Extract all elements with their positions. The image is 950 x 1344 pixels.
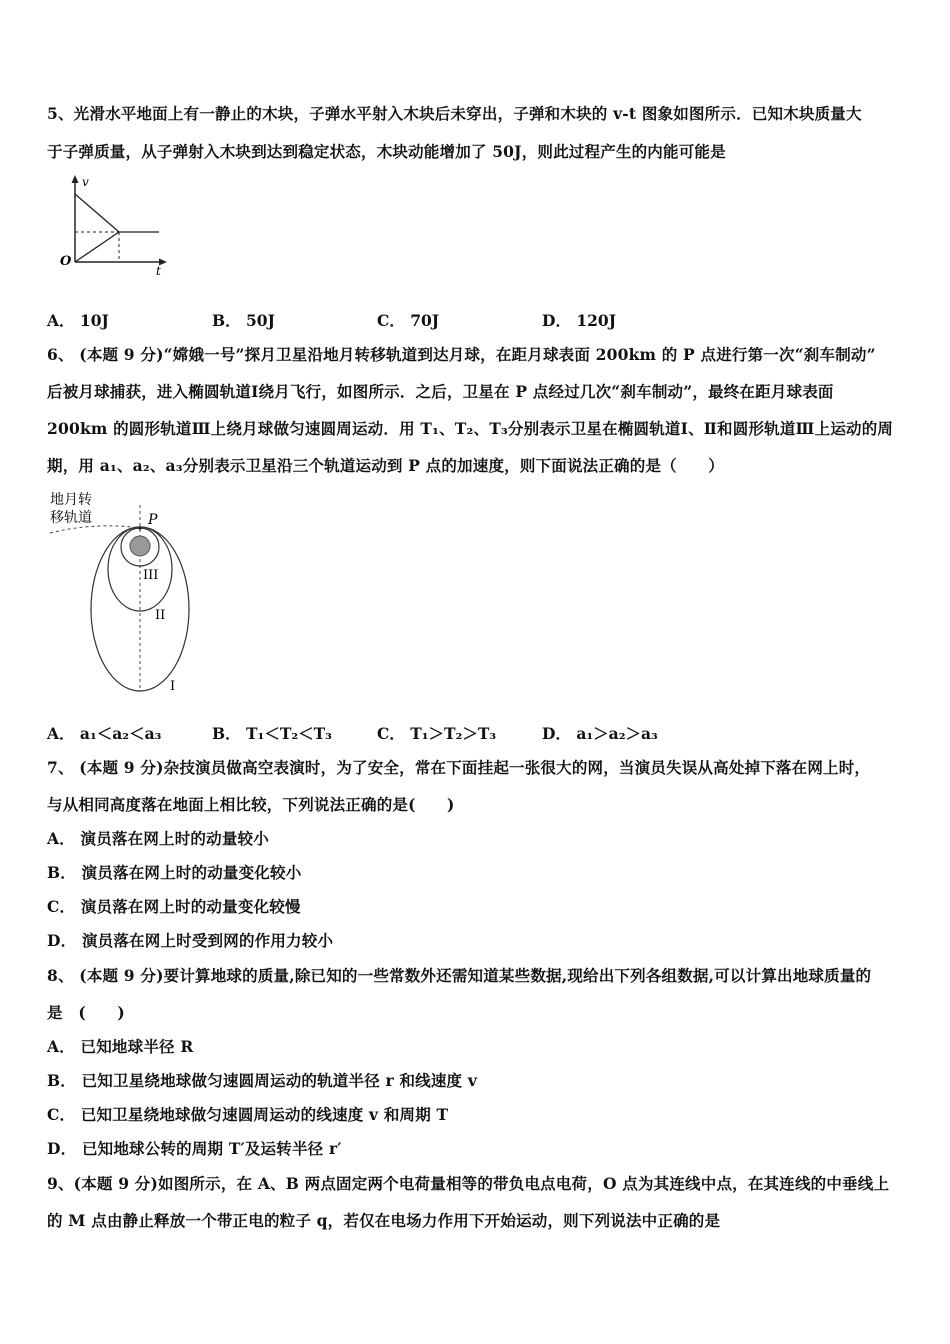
vt-graph-figure — [55, 172, 170, 277]
moon-icon — [130, 536, 150, 556]
q6-line-3: 200km 的圆形轨道Ⅲ上绕月球做匀速圆周运动．用 T₁、T₂、T₃分别表示卫星在椭圆轨道Ⅰ、Ⅱ和圆形轨道Ⅲ上运动的周 — [47, 419, 894, 438]
q5-choice-d: D． 120J — [542, 311, 617, 330]
q8-choice-a: A． 已知地球半径 R — [47, 1037, 194, 1056]
origin-label: O — [60, 254, 72, 269]
q5-line-1: 5、光滑水平地面上有一静止的木块，子弹水平射入木块后未穿出，子弹和木块的 v-t 图象如图所示．已知木块质量大 — [47, 104, 862, 123]
q5-choice-c: C． 70J — [377, 311, 440, 330]
transfer-orbit-label-1: 地月转 — [50, 492, 92, 508]
q6-line-1: 6、 (本题 9 分)“嫦娥一号”探月卫星沿地月转移轨道到达月球，在距月球表面 200km 的 P 点进行第一次“刹车制动” — [47, 345, 876, 364]
q8-choice-b: B． 已知卫星绕地球做匀速圆周运动的轨道半径 r 和线速度 v — [47, 1071, 478, 1090]
q6-choice-a: A． a₁＜a₂＜a₃ — [47, 724, 162, 743]
q6-line-4: 期，用 a₁、a₂、a₃分别表示卫星沿三个轨道运动到 P 点的加速度，则下面说法正确的是（ ） — [47, 456, 724, 475]
q5-choice-a: A． 10J — [47, 311, 109, 330]
q9-line-1: 9、(本题 9 分)如图所示，在 A、B 两点固定两个电荷量相等的带负电点电荷，O 点为其连线中点，在其连线的中垂线上 — [47, 1174, 890, 1193]
v-axis-arrow-icon — [72, 175, 79, 183]
q7-choice-a: A． 演员落在网上时的动量较小 — [47, 829, 269, 848]
q7-choice-b: B． 演员落在网上时的动量变化较小 — [47, 863, 302, 882]
q7-choice-c: C． 演员落在网上时的动量变化较慢 — [47, 897, 301, 916]
block-line — [75, 232, 119, 262]
q7-line-2: 与从相同高度落在地面上相比较，下列说法正确的是( ) — [47, 795, 455, 814]
orbit-2-label: II — [155, 608, 166, 623]
q9-line-2: 的 M 点由静止释放一个带正电的粒子 q，若仅在电场力作用下开始运动，则下列说法中正确的是 — [47, 1211, 721, 1230]
q6-choice-d: D． a₁＞a₂＞a₃ — [542, 724, 658, 743]
transfer-orbit-label-2: 移轨道 — [50, 510, 92, 526]
orbit-3-label: III — [143, 568, 159, 583]
q5-choice-b: B． 50J — [212, 311, 275, 330]
lunar-orbit-figure — [44, 487, 204, 702]
q6-line-2: 后被月球捕获，进入椭圆轨道Ⅰ绕月飞行，如图所示．之后，卫星在 P 点经过几次“刹车制动”，最终在距月球表面 — [47, 382, 834, 401]
q7-choice-d: D． 演员落在网上时受到网的作用力较小 — [47, 931, 334, 950]
bullet-line — [75, 194, 119, 232]
q8-choice-c: C． 已知卫星绕地球做匀速圆周运动的线速度 v 和周期 T — [47, 1105, 449, 1124]
q8-line-2: 是 ( ) — [47, 1003, 125, 1022]
q8-line-1: 8、 (本题 9 分)要计算地球的质量,除已知的一些常数外还需知道某些数据,现给出下列各组数据,可以计算出地球质量的 — [47, 966, 872, 985]
q8-choice-d: D． 已知地球公转的周期 T′及运转半径 r′ — [47, 1139, 342, 1158]
p-label: P — [148, 512, 158, 528]
v-label: v — [82, 175, 89, 189]
t-label: t — [156, 264, 161, 277]
q7-line-1: 7、 (本题 9 分)杂技演员做高空表演时，为了安全，常在下面挂起一张很大的网，当演员失误从高处掉下落在网上时， — [47, 758, 871, 777]
q6-choice-c: C． T₁＞T₂＞T₃ — [377, 724, 497, 743]
orbit-1-label: I — [170, 679, 176, 694]
q6-choice-b: B． T₁＜T₂＜T₃ — [212, 724, 332, 743]
q5-line-2: 于子弹质量，从子弹射入木块到达到稳定状态，木块动能增加了 50J，则此过程产生的内能可能是 — [47, 142, 726, 161]
point-p — [138, 526, 142, 530]
